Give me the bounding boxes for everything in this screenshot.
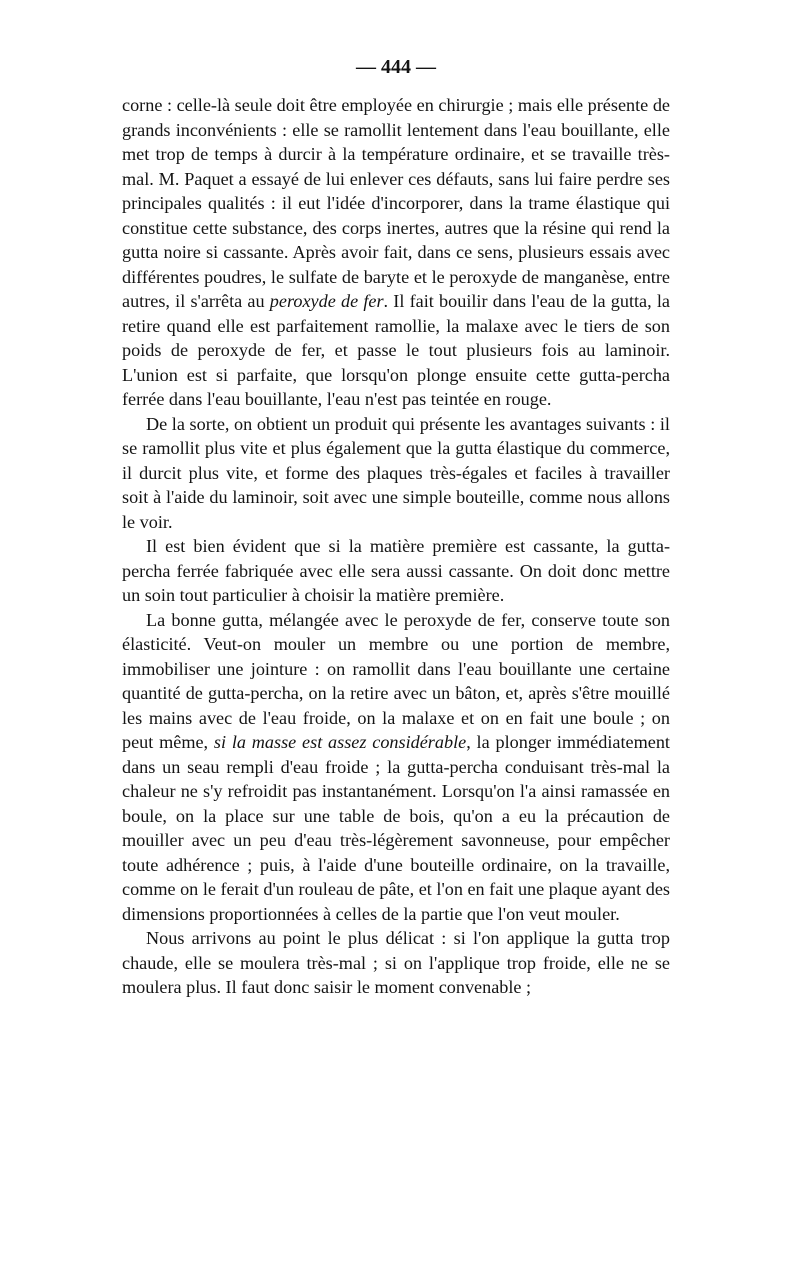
paragraph-1-text-2: . Il fait bouilir dans l'eau de la gutta, la retire quand elle est parfaitement ramollie, la malaxe avec le tiers de son poids de peroxyde de fer, et passe le tout plusieurs fois au laminoir. L'union est si parfaite, que lorsqu'on plonge ensuite cette gutta-percha ferrée dans l'eau bouillante, l'eau n'est pas teintée en rouge. [122,291,670,409]
paragraph-1-text-1: corne : celle-là seule doit être employée en chirurgie ; mais elle présente de grands inconvénients : elle se ramollit lentement dans l'eau bouillante, elle met trop de temps à durcir à la température ordinaire, et se travaille très-mal. M. Paquet a essayé de lui enlever ces défauts, sans lui faire perdre ses principales qualités : il eut l'idée d'incorporer, dans la trame élastique qui constitue cette substance, des corps inertes, autres que la résine qui rend la gutta noire si cassante. Après avoir fait, dans ce sens, plusieurs essais avec différentes poudres, le sulfate de baryte et le peroxyde de manganèse, entre autres, il s'arrêta au [122,95,670,311]
paragraph-2-text: De la sorte, on obtient un produit qui présente les avantages suivants : il se ramollit plus vite et plus également que la gutta élastique du commerce, il durcit plus vite, et forme des plaques très-égales et faciles à travailler soit à l'aide du laminoir, soit avec une simple bouteille, comme nous allons le voir. [122,413,670,532]
paragraph-3-text: Il est bien évident que si la matière première est cassante, la gutta-percha ferrée fabriquée avec elle sera aussi cassante. On doit donc mettre un soin tout particulier à choisir la matière première. [122,536,670,605]
paragraph-5 [122,926,670,1000]
paragraph-5-text: Nous arrivons au point le plus délicat : si l'on applique la gutta trop chaude, elle se moulera très-mal ; si on l'applique trop froide, elle ne se moulera plus. Il faut donc saisir le moment convenable ; [122,928,670,997]
paragraph-1 [122,93,670,412]
paragraph-4-text-2: , la plonger immédiatement dans un seau rempli d'eau froide ; la gutta-percha conduisant très-mal la chaleur ne s'y refroidit pas instantanément. Lorsqu'on l'a ainsi ramassée en boule, on la place sur une table de bois, qu'on a eu la précaution de mouiller avec un peu d'eau très-légèrement savonneuse, pour empêcher toute adhérence ; puis, à l'aide d'une bouteille ordinaire, on la travaille, comme on le ferait d'un rouleau de pâte, et l'on en fait une plaque ayant des dimensions proportionnées à celles de la partie que l'on veut mouler. [122,732,670,924]
paragraph-2 [122,412,670,535]
page-number: — 444 — [356,56,436,78]
paragraph-4 [122,608,670,927]
paragraph-3 [122,534,670,608]
paragraph-4-emphasis: si la masse est assez considérable [213,732,467,752]
paragraph-1-emphasis: peroxyde de fer [269,291,384,311]
book-page [122,55,670,1000]
paragraph-4-text-1: La bonne gutta, mélangée avec le peroxyde de fer, conserve toute son élasticité. Veut-on mouler un membre ou une portion de membre, immobiliser une jointure : on ramollit dans l'eau bouillante une certaine quantité de gutta-percha, on la retire avec un bâton, et, après s'être mouillé les mains avec de l'eau froide, on la malaxe et on en fait une boule ; on peut même, [122,609,670,752]
